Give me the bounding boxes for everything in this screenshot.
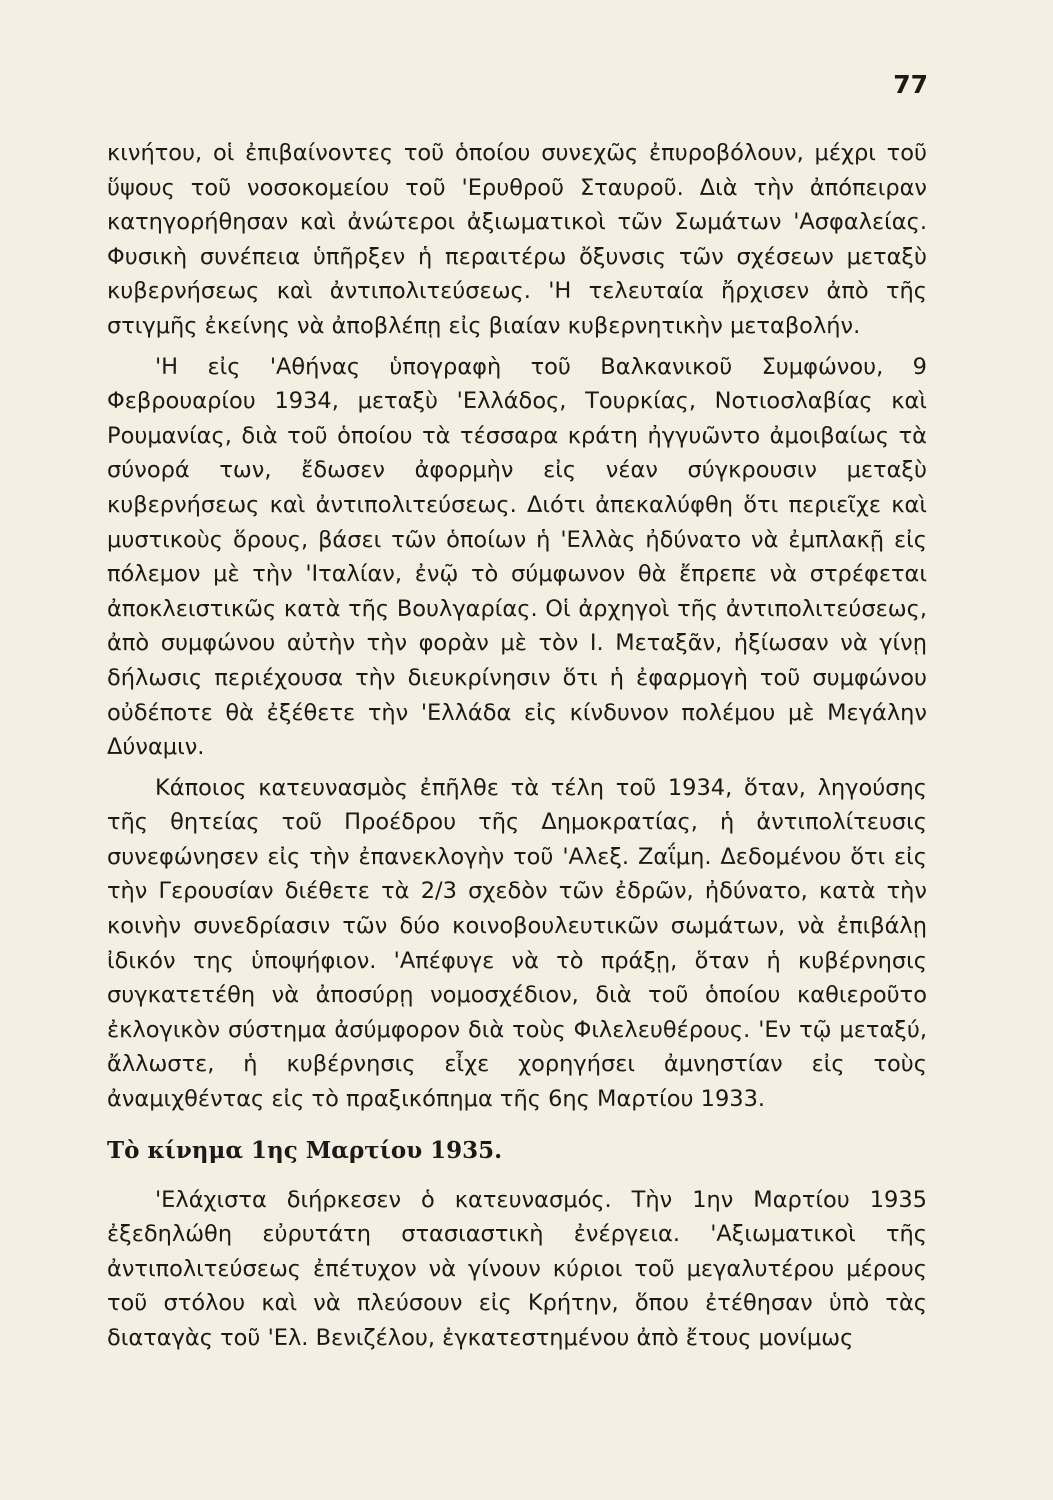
page-number: 77: [893, 70, 928, 99]
paragraph-balkan-pact: 'Η εἰς 'Αθήνας ὑπογραφὴ τοῦ Βαλκανικοῦ Συμφώνου, 9 Φεβρουαρίου 1934, μεταξὺ 'Ελλάδος, Τουρκίας, Νοτιοσλαβίας καὶ Ρουμανίας, διὰ τοῦ ὁποίου τὰ τέσσαρα κράτη ἠγγυῶντο ἀμοιβαίως τὰ σύνορά των, ἔδωσεν ἀφορμὴν εἰς νέαν σύγκρουσιν μεταξὺ κυβερνήσεως καὶ ἀντιπολιτεύσεως. Διότι ἀπεκαλύφθη ὅτι περιεῖχε καὶ μυστικοὺς ὅρους, βάσει τῶν ὁποίων ἡ 'Ελλὰς ἠδύνατο νὰ ἐμπλακῇ εἰς πόλεμον μὲ τὴν 'Ιταλίαν, ἐνῷ τὸ σύμφωνον θὰ ἔπρεπε νὰ στρέφεται ἀποκλειστικῶς κατὰ τῆς Βουλγαρίας. Οἱ ἀρχηγοὶ τῆς ἀντιπολιτεύσεως, ἀπὸ συμφώνου αὐτὴν τὴν φορὰν μὲ τὸν I. Μεταξᾶν, ἠξίωσαν νὰ γίνῃ δήλωσις περιέχουσα τὴν διευκρίνησιν ὅτι ἡ ἐφαρμογὴ τοῦ συμφώνου οὐδέποτε θὰ ἐξέθετε τὴν 'Ελλάδα εἰς κίνδυνον πολέμου μὲ Μεγάλην Δύναμιν.: [107, 353, 927, 761]
paragraph-appeasement: Κάποιος κατευνασμὸς ἐπῆλθε τὰ τέλη τοῦ 1934, ὅταν, ληγούσης τῆς θητείας τοῦ Προέδρου τῆς Δημοκρατίας, ἡ ἀντιπολίτευσις συνεφώνησεν εἰς τὴν ἐπανεκλογὴν τοῦ 'Αλεξ. Ζαΐμη. Δεδομένου ὅτι εἰς τὴν Γερουσίαν διέθετε τὰ 2/3 σχεδὸν τῶν ἐδρῶν, ἠδύνατο, κατὰ τὴν κοινὴν συνεδρίασιν τῶν δύο κοινοβουλευτικῶν σωμάτων, νὰ ἐπιβάλῃ ἰδικόν της ὑποψήφιον. 'Απέφυγε νὰ τὸ πράξῃ, ὅταν ἡ κυβέρνησις συγκατετέθη νὰ ἀποσύρῃ νομοσχέδιον, διὰ τοῦ ὁποίου καθιεροῦτο ἐκλογικὸν σύστημα ἀσύμφορον διὰ τοὺς Φιλελευθέρους. 'Εν τῷ μεταξύ, ἄλλωστε, ἡ κυβέρνησις εἶχε χορηγήσει ἀμνηστίαν εἰς τοὺς ἀναμιχθέντας εἰς τὸ πραξικόπημα τῆς 6ης Μαρτίου 1933.: [107, 774, 927, 1113]
page-body: [107, 136, 927, 1362]
paragraph-movement: 'Ελάχιστα διήρκεσεν ὁ κατευνασμός. Τὴν 1ην Μαρτίου 1935 ἐξεδηλώθη εὐρυτάτη στασιαστικὴ ἐνέργεια. 'Αξιωματικοὶ τῆς ἀντιπολιτεύσεως ἐπέτυχον νὰ γίνουν κύριοι τοῦ μεγαλυτέρου μέρους τοῦ στόλου καὶ νὰ πλεύσουν εἰς Κρήτην, ὅπου ἐτέθησαν ὑπὸ τὰς διαταγὰς τοῦ 'Ελ. Βενιζέλου, ἐγκατεστημένου ἀπὸ ἔτους μονίμως: [107, 1186, 927, 1351]
paragraph-continued: κινήτου, οἱ ἐπιβαίνοντες τοῦ ὁποίου συνεχῶς ἐπυροβόλουν, μέχρι τοῦ ὕψους τοῦ νοσοκομείου τοῦ 'Ερυθροῦ Σταυροῦ. Διὰ τὴν ἀπόπειραν κατηγορήθησαν καὶ ἀνώτεροι ἀξιωματικοὶ τῶν Σωμάτων 'Ασφαλείας. Φυσικὴ συνέπεια ὑπῆρξεν ἡ περαιτέρω ὄξυνσις τῶν σχέσεων μεταξὺ κυβερνήσεως καὶ ἀντιπολιτεύσεως. 'Η τελευταία ἤρχισεν ἀπὸ τῆς στιγμῆς ἐκείνης νὰ ἀποβλέπῃ εἰς βιαίαν κυβερνητικὴν μεταβολήν.: [107, 140, 927, 339]
section-heading: Τὸ κίνημα 1ης Μαρτίου 1935.: [107, 1136, 503, 1164]
